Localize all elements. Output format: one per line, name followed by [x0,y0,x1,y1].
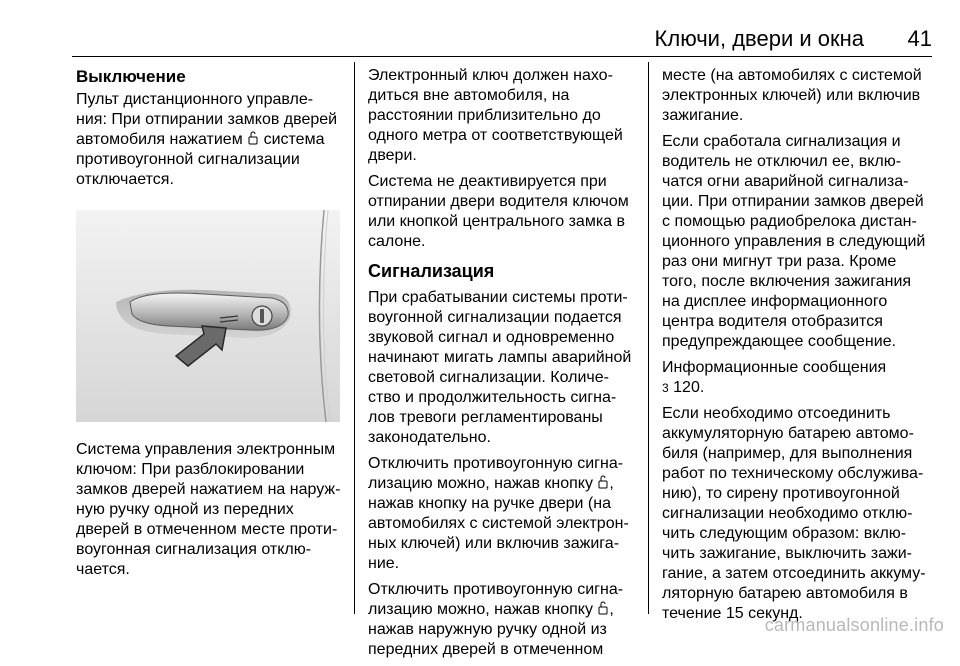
key-unlock-icon [247,130,259,146]
paragraph-battery-disconnect: Если необходимо отсоединить аккумуляторную батарею автомо-биля (например, для выполнения работ по техническому обслужива-нию), то сирену противоугонной сигнализации необходимо отклю-чить следующим образом: вклю-чить зажигание, выключить зажи-гание, а затем отсоединить аккуму-ляторную батарею автомобиля в течение 15 секунд. [662,405,926,622]
section-heading-disarm: Выключение [76,67,186,86]
column-middle [368,66,636,666]
paragraph-text: , нажав наружную ручку одной из передних дверей в отмеченном [368,601,614,658]
paragraph-text: система противоугонной сигнализации отключается. [76,131,325,188]
paragraph-disable-alarm-1 [368,454,636,574]
column-divider-1 [354,62,355,614]
page-number: 41 [907,26,932,51]
chapter-title: Ключи, двери и окна [654,26,864,51]
paragraph-text: , нажав кнопку на ручке двери (на автомобилях с системой электрон-ных ключей) или включив зажига-ние. [368,475,629,572]
paragraph-not-deactivated: Система не деактивируется при отпирании двери водителя ключом или кнопкой центрального замка в салоне. [368,173,629,250]
door-handle-drawing [76,210,340,422]
key-unlock-icon [597,600,609,616]
paragraph-keyless-entry: Система управления электронным ключом: При разблокировании замков дверей нажатием на наруж-ную ручку одной из передних дверей в отмеченном месте проти-воугонная сигнализация отклю-чается. [76,441,341,578]
page-reference-link[interactable]: 120. [673,379,705,396]
header-rule [72,56,932,57]
paragraph-alarm-trigger: При срабатывании системы проти-воугонной сигнализации подается звуковой сигнал и одновременно начинают мигать лампы аварийной световой сигнализации. Количе-ство и продолжительность сигна-лов тревоги регламентированы законодательно. [368,289,632,446]
paragraph-text: Пульт дистанционного управле-ния: При отпирании замков дверей автомобиля нажатием [76,91,338,148]
paragraph-key-distance: Электронный ключ должен нахо-диться вне автомобиля, на расстоянии приблизительно до одного метра от соответствующей двери. [368,67,623,164]
paragraph-disable-alarm-2 [368,580,636,660]
key-unlock-icon [597,474,609,490]
door-handle-illustration [76,210,340,422]
paragraph-text: Отключить противоугонную сигна-лизацию можно, нажав кнопку [368,455,624,492]
paragraph-continued: месте (на автомобилях с системой электронных ключей) или включив зажигание. [662,67,922,124]
paragraph-remote-control [76,90,342,190]
page-header [72,26,932,58]
paragraph-text: Информационные сообщения [662,359,887,376]
paragraph-info-messages [662,358,932,398]
column-right [662,66,932,630]
watermark: carmanualsonline.info [764,615,944,635]
section-heading-alarm: Сигнализация [368,261,495,281]
paragraph-text: Отключить противоугонную сигна-лизацию можно, нажав кнопку [368,581,624,618]
page-reference-icon: 3 [662,381,669,395]
column-divider-2 [648,62,649,614]
paragraph-hazard-lights: Если сработала сигнализация и водитель не отключил ее, вклю-чатся огни аварийной сигнализа-ции. При отпирании замков дверей с помощью радиобрелока дистан-ционного управления в следующий раз они мигнут три раза. Кроме того, после включения зажигания на дисплее информационного центра водителя отобразится предупреждающее сообщение. [662,133,926,350]
column-left [76,66,342,586]
